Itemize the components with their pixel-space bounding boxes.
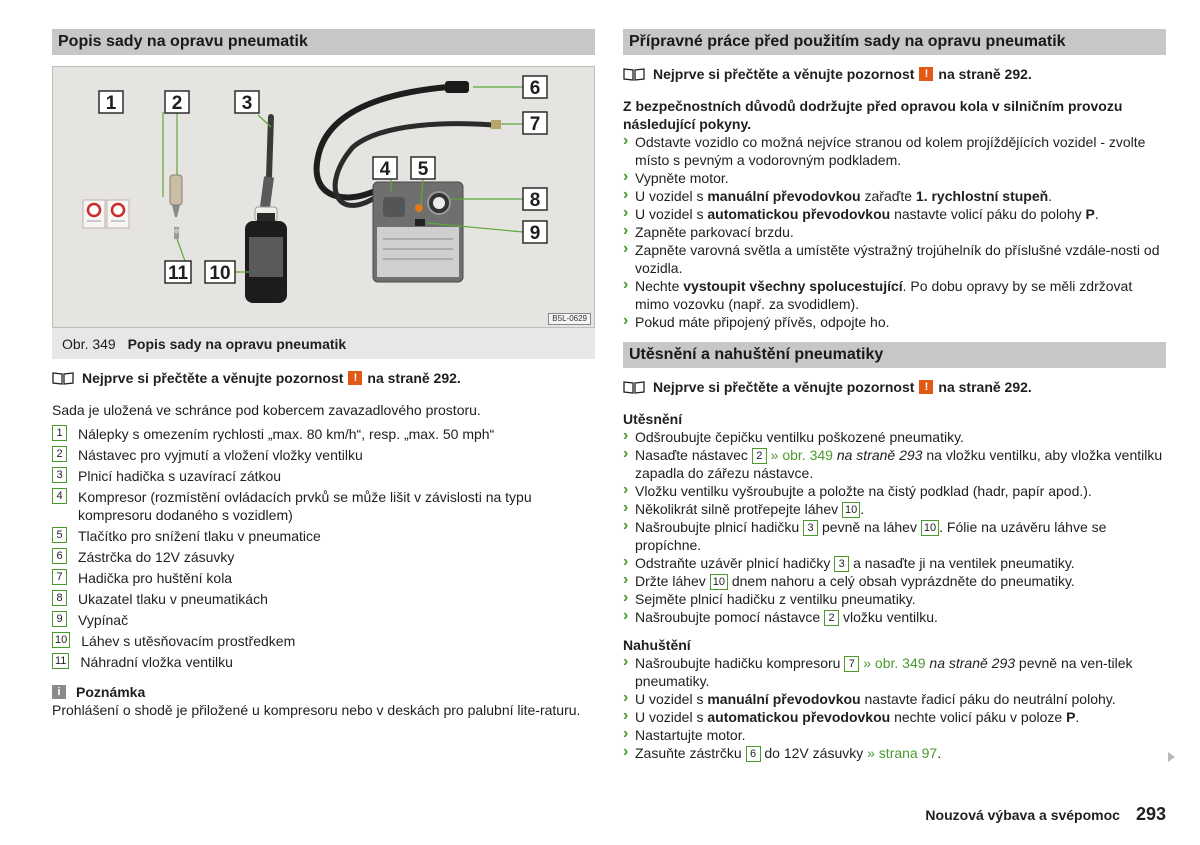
- section-title-kit-description: Popis sady na opravu pneumatik: [52, 29, 595, 55]
- note-title: Poznámka: [76, 684, 146, 700]
- list-item: › Našroubujte hadičku kompresoru 7 » obr. 349 na straně 293 pevně na ven-tilek pneumatiky.: [623, 654, 1166, 690]
- figure-label-9: [523, 221, 547, 244]
- list-item: › Vypněte motor.: [623, 169, 1166, 187]
- svg-text:7: 7: [529, 114, 541, 135]
- list-item: › Vložku ventilku vyšroubujte a položte na čistý podklad (hadr, papír apod.).: [623, 482, 1166, 500]
- legend-number: 9: [52, 611, 67, 627]
- legend-text: Kompresor (rozmístění ovládacích prvků se může lišit v závislosti na typu kompresoru dodaného s vozidlem): [78, 489, 532, 523]
- list-item: › Zapněte varovná světla a umístěte výstražný trojúhelník do příslušné vzdále-nosti od vozidla.: [623, 241, 1166, 277]
- legend-text: Náhradní vložka ventilku: [80, 654, 233, 670]
- list-item: › Nechte vystoupit všechny spolucestující. Po dobu opravy by se měli zdržovat mimo vozovku (např. za svodidlem).: [623, 277, 1166, 313]
- legend-number: 10: [52, 632, 70, 648]
- legend-item: [52, 632, 595, 650]
- book-icon: [623, 67, 645, 81]
- list-item: › Odstraňte uzávěr plnicí hadičky 3 a nasaďte ji na ventilek pneumatiky.: [623, 554, 1166, 572]
- list-item: › U vozidel s manuální převodovkou zařaďte 1. rychlostní stupeň.: [623, 187, 1166, 205]
- right-column: [623, 29, 1166, 762]
- legend-text: Ukazatel tlaku v pneumatikách: [78, 591, 268, 607]
- list-item: › Zapněte parkovací brzdu.: [623, 223, 1166, 241]
- warning-reference: [623, 65, 1166, 83]
- figure-label-8: [523, 188, 547, 211]
- svg-text:3: 3: [241, 93, 253, 114]
- legend-number: 2: [52, 446, 67, 462]
- warning-icon: !: [919, 380, 933, 394]
- sealing-steps: [623, 428, 1166, 626]
- spare-valve-core-drawing: [174, 227, 179, 239]
- legend-text: Nálepky s omezením rychlosti „max. 80 km/h“, resp. „max. 50 mph“: [78, 426, 495, 442]
- left-column: [52, 29, 595, 719]
- legend-text: Tlačítko pro snížení tlaku v pneumatice: [78, 528, 321, 544]
- figure-label-10: [205, 261, 235, 284]
- note-heading: [52, 683, 595, 701]
- list-item: › Našroubujte plnicí hadičku 3 pevně na láhev 10 . Fólie na uzávěru láhve se propíchne.: [623, 518, 1166, 554]
- legend-number: 8: [52, 590, 67, 606]
- svg-text:9: 9: [529, 223, 541, 244]
- legend-number: 11: [52, 653, 69, 669]
- legend-item: [52, 569, 595, 587]
- list-item: › Nastartujte motor.: [623, 726, 1166, 744]
- warning-page-link[interactable]: na straně 292.: [938, 66, 1032, 82]
- warning-page-link[interactable]: na straně 292.: [367, 370, 461, 386]
- figure-label-3: [235, 91, 259, 114]
- legend-text: Hadička pro huštění kola: [78, 570, 233, 586]
- legend-number: 7: [52, 569, 67, 585]
- warning-icon: !: [348, 371, 362, 385]
- warning-icon: !: [919, 67, 933, 81]
- book-icon: [623, 380, 645, 394]
- continue-arrow-icon: [1168, 752, 1175, 762]
- figure-label-4: [373, 157, 397, 180]
- section-title-seal-inflate: Utěsnění a nahuštění pneumatiky: [623, 342, 1166, 368]
- legend-number: 6: [52, 548, 67, 564]
- legend-text: Láhev s utěsňovacím prostředkem: [81, 633, 296, 649]
- legend-number: 3: [52, 467, 67, 483]
- figure-label-5: [411, 157, 435, 180]
- page-link[interactable]: » strana 97: [867, 745, 938, 761]
- svg-text:8: 8: [529, 190, 541, 211]
- subheading-sealing: Utěsnění: [623, 411, 683, 427]
- legend-item: [52, 467, 595, 485]
- svg-text:1: 1: [105, 93, 117, 114]
- svg-text:6: 6: [529, 78, 541, 99]
- list-item: › Odšroubujte čepičku ventilku poškozené pneumatiky.: [623, 428, 1166, 446]
- legend-item: [52, 425, 595, 443]
- figure-label-11: [165, 261, 191, 284]
- list-item: › Zasuňte zástrčku 6 do 12V zásuvky » strana 97.: [623, 744, 1166, 762]
- legend-text: Nástavec pro vyjmutí a vložení vložky ventilku: [78, 447, 363, 463]
- figure-label-6: [523, 76, 547, 99]
- figure-label-2: [165, 91, 189, 114]
- svg-text:10: 10: [209, 263, 231, 284]
- list-item: › Několikrát silně protřepejte láhev 10 .: [623, 500, 1166, 518]
- svg-text:4: 4: [379, 159, 391, 180]
- list-item: › U vozidel s automatickou převodovkou nechte volicí páku v poloze P.: [623, 708, 1166, 726]
- list-item: › Odstavte vozidlo co možná nejvíce stranou od kolem projíždějících vozidel - zvolte místo s pevným a vodorovným podkladem.: [623, 133, 1166, 169]
- sealant-bottle-drawing: [245, 213, 287, 303]
- svg-text:5: 5: [417, 159, 429, 180]
- kit-legend: [52, 425, 595, 671]
- warning-text: Nejprve si přečtěte a věnujte pozornost: [653, 66, 915, 82]
- legend-item: [52, 527, 595, 545]
- legend-item: [52, 653, 595, 671]
- svg-text:11: 11: [167, 263, 189, 284]
- legend-text: Zástrčka do 12V zásuvky: [78, 549, 235, 565]
- svg-text:2: 2: [171, 93, 183, 114]
- subheading-inflation: Nahuštění: [623, 637, 691, 653]
- figure-label-7: [523, 112, 547, 135]
- caption-number: Obr. 349: [62, 336, 116, 352]
- legend-number: 5: [52, 527, 67, 543]
- preparation-steps: [623, 133, 1166, 331]
- legend-number: 4: [52, 488, 67, 504]
- figure-link[interactable]: » obr. 349: [770, 447, 833, 463]
- inflation-steps: [623, 654, 1166, 762]
- warning-reference: [623, 378, 1166, 396]
- book-icon: [52, 371, 74, 385]
- list-item: › Držte láhev 10 dnem nahoru a celý obsah vyprázdněte do pneumatiky.: [623, 572, 1166, 590]
- list-item: › Našroubujte pomocí nástavce 2 vložku ventilku.: [623, 608, 1166, 626]
- kit-location-text: Sada je uložená ve schránce pod kobercem zavazadlového prostoru.: [52, 402, 481, 418]
- legend-number: 1: [52, 425, 67, 441]
- list-item: › Pokud máte připojený přívěs, odpojte ho.: [623, 313, 1166, 331]
- legend-text: Plnicí hadička s uzavírací zátkou: [78, 468, 282, 484]
- list-item: › Nasaďte nástavec 2 » obr. 349 na straně 293 na vložku ventilku, aby vložka ventilku zapadla do zářezu nástavce.: [623, 446, 1166, 482]
- list-item: › U vozidel s automatickou převodovkou nastavte volicí páku do polohy P.: [623, 205, 1166, 223]
- figure-label-1: [99, 91, 123, 114]
- warning-page-link[interactable]: na straně 292.: [938, 379, 1032, 395]
- legend-item: [52, 488, 595, 524]
- section-title-preparation: Přípravné práce před použitím sady na opravu pneumatik: [623, 29, 1166, 55]
- legend-item: [52, 611, 595, 629]
- figure-caption: [52, 328, 595, 359]
- figure-repair-kit: [52, 66, 595, 328]
- list-item: › Sejměte plnicí hadičku z ventilku pneumatiky.: [623, 590, 1166, 608]
- list-item: › U vozidel s manuální převodovkou nastavte řadicí páku do neutrální polohy.: [623, 690, 1166, 708]
- legend-item: [52, 590, 595, 608]
- warning-reference: [52, 369, 595, 387]
- warning-text: Nejprve si přečtěte a věnujte pozornost: [653, 379, 915, 395]
- caption-text: Popis sady na opravu pneumatik: [127, 336, 347, 352]
- chapter-title: Nouzová výbava a svépomoc: [925, 807, 1120, 823]
- legend-item: [52, 548, 595, 566]
- page-footer: [925, 805, 1166, 824]
- figure-link[interactable]: » obr. 349: [863, 655, 926, 671]
- legend-text: Vypínač: [78, 612, 129, 628]
- safety-intro: Z bezpečnostních důvodů dodržujte před opravou kola v silničním provozu následující pokyny.: [623, 98, 1123, 132]
- info-icon: i: [52, 685, 66, 699]
- legend-item: [52, 446, 595, 464]
- repair-kit-illustration: [53, 67, 594, 327]
- figure-code: B5L-0629: [548, 313, 591, 325]
- compressor-drawing: [373, 182, 463, 282]
- warning-text: Nejprve si přečtěte a věnujte pozornost: [82, 370, 344, 386]
- page-number: 293: [1135, 804, 1166, 824]
- note-text: Prohlášení o shodě je přiložené u kompresoru nebo v deskách pro palubní lite-raturu.: [52, 702, 581, 718]
